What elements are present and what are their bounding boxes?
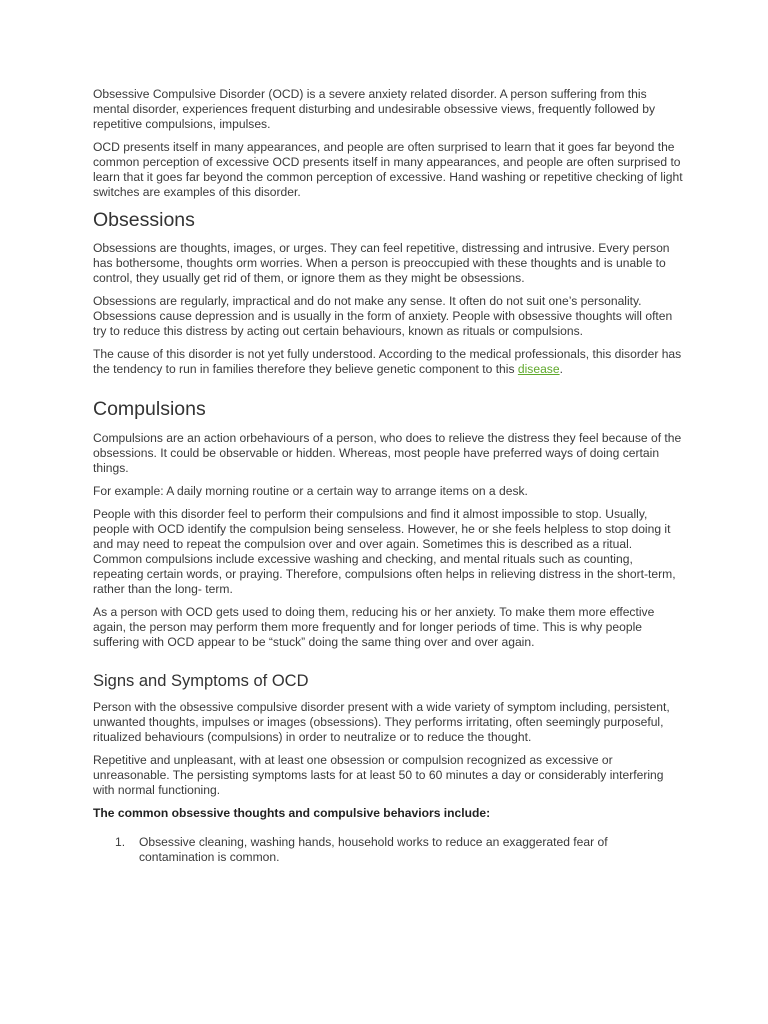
compulsions-heading: Compulsions [93, 398, 206, 420]
obsessions-paragraph-3-end: . [559, 362, 563, 376]
disease-link[interactable]: disease [517, 362, 560, 376]
signs-paragraph-1: Person with the obsessive compulsive disorder present with a wide variety of symptom including, persistent, unwanted thoughts, impulses or images (obsessions). They performs irritating, often seemingly purposeful, ritualized behaviours (compulsions) in order to neutralize or to reduce the thought. [93, 700, 670, 744]
signs-bold-intro: The common obsessive thoughts and compulsive behaviors include: [93, 806, 491, 820]
compulsions-paragraph-3: People with this disorder feel to perform their compulsions and find it almost impossible to stop. Usually, people with OCD identify the compulsion being senseless. However, he or she feels helpless to stop doing it and may need to repeat the compulsion over and over again. Sometimes this is described as a ritual. Common compulsions include excessive washing and checking, and mental rituals such as counting, repeating certain words, or praying. Therefore, compulsions often helps in relieving distress in the short-term, rather than the long- term. [93, 507, 676, 596]
compulsions-paragraph-1: Compulsions are an action orbehaviours of a person, who does to relieve the distress they feel because of the obsessions. It could be observable or hidden. Whereas, most people have preferred ways of doing certain things. [93, 431, 682, 475]
list-item [93, 835, 683, 865]
obsessions-paragraph-3-text: The cause of this disorder is not yet fully understood. According to the medical professionals, this disorder has the tendency to run in families therefore they believe genetic component to this [93, 347, 682, 376]
document-page [93, 87, 683, 865]
intro-paragraph-2: OCD presents itself in many appearances, and people are often surprised to learn that it goes far beyond the common perception of excessive OCD presents itself in many appearances, and people are often surprised to learn that it goes far beyond the common perception of excessive. Hand washing or repetitive checking of light switches are examples of this disorder. [93, 140, 683, 199]
list-item-number: 1. [115, 835, 126, 849]
obsessions-paragraph-1: Obsessions are thoughts, images, or urges. They can feel repetitive, distressing and intrusive. Every person has bothersome, thoughts orm worries. When a person is preoccupied with these thoughts and is unable to control, they usually get rid of them, or ignore them as they might be obsessions. [93, 241, 670, 285]
obsessions-paragraph-3 [93, 347, 683, 377]
obsessions-heading: Obsessions [93, 209, 195, 231]
list-item-text: Obsessive cleaning, washing hands, household works to reduce an exaggerated fear of contamination is common. [139, 835, 608, 864]
compulsions-paragraph-2: For example: A daily morning routine or a certain way to arrange items on a desk. [93, 484, 528, 498]
compulsions-paragraph-4: As a person with OCD gets used to doing them, reducing his or her anxiety. To make them more effective again, the person may perform them more frequently and for longer periods of time. This is why people suffering with OCD appear to be “stuck” doing the same thing over and over again. [93, 605, 655, 649]
signs-paragraph-2: Repetitive and unpleasant, with at least one obsession or compulsion recognized as excessive or unreasonable. The persisting symptoms lasts for at least 50 to 60 minutes a day or considerably interfering with normal functioning. [93, 753, 664, 797]
obsessions-paragraph-2: Obsessions are regularly, impractical and do not make any sense. It often do not suit one’s personality. Obsessions cause depression and is usually in the form of anxiety. People with obsessive thoughts will often try to reduce this distress by acting out certain behaviours, known as rituals or compulsions. [93, 294, 673, 338]
symptoms-list [93, 835, 683, 865]
intro-paragraph-1: Obsessive Compulsive Disorder (OCD) is a severe anxiety related disorder. A person suffering from this mental disorder, experiences frequent disturbing and undesirable obsessive views, frequently followed by repetitive compulsions, impulses. [93, 87, 656, 131]
signs-heading: Signs and Symptoms of OCD [93, 672, 309, 690]
